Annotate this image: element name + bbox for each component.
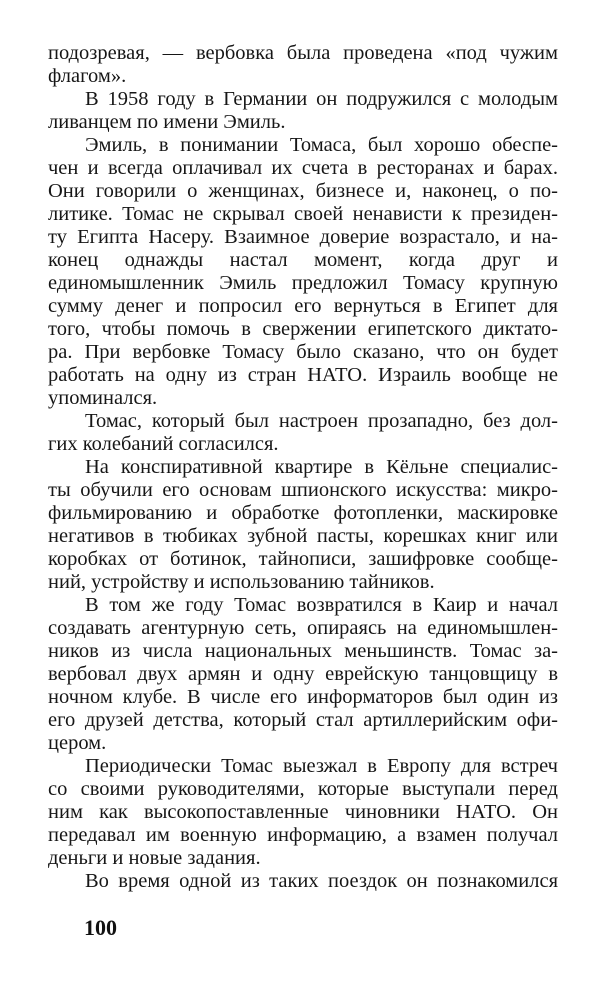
text-line: единомышленник Эмиль предложил Томасу крупную [48, 272, 558, 294]
text-line: передавал им военную информацию, а взамен получал [48, 824, 558, 846]
text-line: фильмированию и обработке фотопленки, маскировке [48, 502, 558, 524]
text-line: ты обучили его основам шпионского искусства: микро- [48, 479, 558, 501]
paragraph [48, 88, 558, 134]
text-line: В том же году Томас возвратился в Каир и начал [85, 594, 558, 616]
text-line: деньги и новые задания. [48, 847, 261, 869]
text-line: сумму денег и попросил его вернуться в Египет для [48, 295, 558, 317]
paragraph [48, 134, 558, 410]
text-line: со своими руководителями, которые выступали перед [48, 778, 558, 800]
text-line: упоминался. [48, 387, 158, 409]
text-line: На конспиративной квартире в Кёльне специалис- [85, 456, 558, 478]
text-line: Эмиль, в понимании Томаса, был хорошо обеспе- [85, 134, 558, 156]
paragraph [48, 42, 558, 88]
paragraph [48, 410, 558, 456]
text-line: его друзей детства, который стал артиллерийским офи- [48, 709, 558, 731]
text-line: подозревая, — вербовка была проведена «под чужим [48, 42, 558, 64]
page-number: 100 [84, 915, 117, 940]
paragraph [48, 755, 558, 870]
paragraph [48, 594, 558, 755]
text-line: Они говорили о женщинах, бизнесе и, наконец, о по- [48, 180, 558, 202]
text-line: ников из числа национальных меньшинств. Томас за- [48, 640, 558, 662]
text-line: чен и всегда оплачивал их счета в ресторанах и барах. [48, 157, 558, 179]
text-line: конец однажды настал момент, когда друг и [48, 249, 558, 271]
text-line: гих колебаний согласился. [48, 433, 279, 455]
text-line: ливанцем по имени Эмиль. [48, 111, 286, 133]
text-line: вербовал двух армян и одну еврейскую танцовщицу в [48, 663, 558, 685]
text-line: ту Египта Насеру. Взаимное доверие возрастало, и на- [48, 226, 558, 248]
text-line: флагом». [48, 65, 127, 87]
text-line: ним как высокопоставленные чиновники НАТО. Он [48, 801, 558, 823]
paragraph [48, 870, 558, 893]
paragraph [48, 456, 558, 594]
text-line: цером. [48, 732, 107, 754]
text-line: Томас, который был настроен прозападно, без дол- [85, 410, 558, 432]
text-line: создавать агентурную сеть, опираясь на единомышлен- [48, 617, 558, 639]
text-line: ра. При вербовке Томасу было сказано, что он будет [48, 341, 558, 363]
text-line: того, чтобы помочь в свержении египетского диктато- [48, 318, 558, 340]
text-line: В 1958 году в Германии он подружился с молодым [85, 88, 558, 110]
text-line: негативов в тюбиках зубной пасты, корешках книг или [48, 525, 558, 547]
text-line: Периодически Томас выезжал в Европу для встреч [85, 755, 558, 777]
page-body-text [48, 42, 558, 893]
text-line: ночном клубе. В числе его информаторов был один из [48, 686, 558, 708]
text-line: коробках от ботинок, тайнописи, зашифровке сообще- [48, 548, 558, 570]
text-line: ний, устройству и использованию тайников. [48, 571, 435, 593]
text-line: Во время одной из таких поездок он познакомился [85, 870, 558, 892]
text-line: литике. Томас не скрывал своей ненависти к президен- [48, 203, 558, 225]
text-line: работать на одну из стран НАТО. Израиль вообще не [48, 364, 558, 386]
